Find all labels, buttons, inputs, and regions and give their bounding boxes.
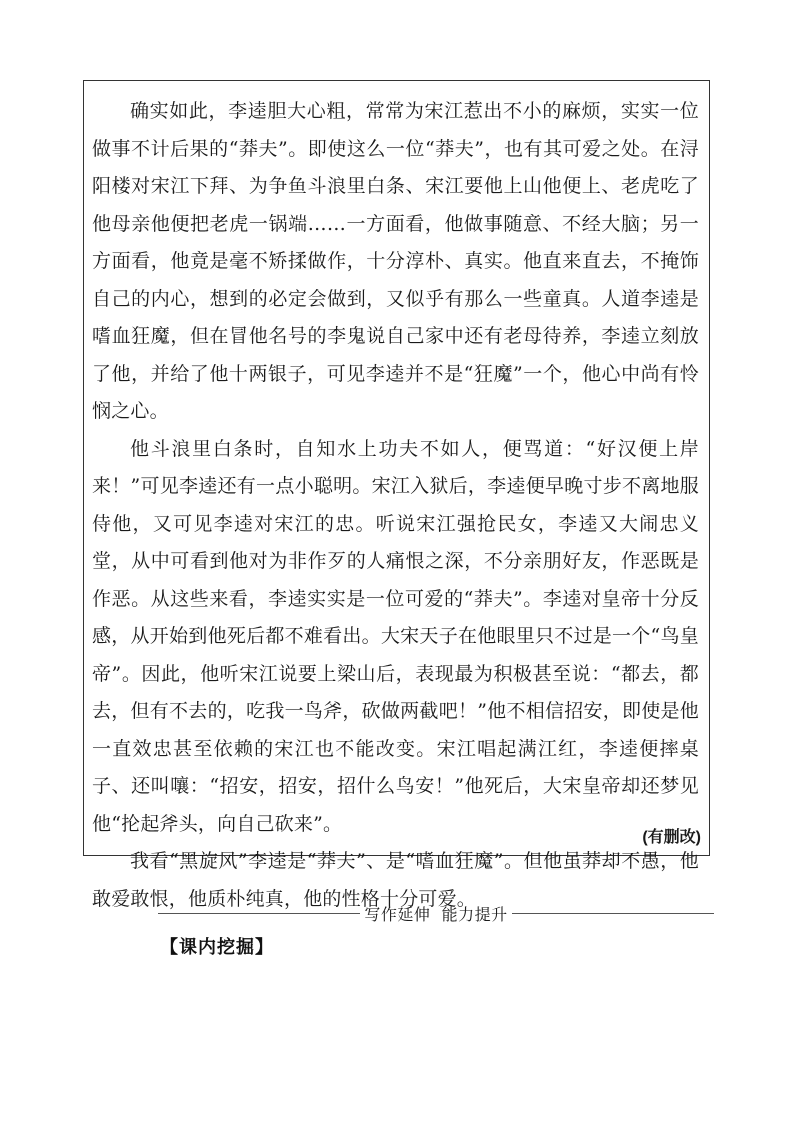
article-excerpt-box	[83, 80, 710, 910]
section-title: 写作延伸 能力提升	[364, 904, 508, 924]
divider-line-right	[512, 913, 714, 914]
divider-line-left	[158, 913, 360, 914]
section-subheading: 【课内挖掘】	[160, 937, 274, 958]
source-note: (有删改)	[642, 829, 701, 846]
section-divider	[158, 900, 714, 926]
article-paragraph-3: 我看“黑旋风”李逵是“莽夫”、是“嗜血狂魔”。但他虽莽却不愚，他敢爱敢恨，他质朴纯真，他的性格十分可爱。	[92, 850, 699, 910]
article-paragraph-1: 确实如此，李逵胆大心粗，常常为宋江惹出不小的麻烦，实实一位做事不计后果的“莽夫”。即使这么一位“莽夫”，也有其可爱之处。在浔阳楼对宋江下拜、为争鱼斗浪里白条、宋江要他上山他便上、老虎吃了他母亲他便把老虎一锅端……一方面看，他做事随意、不经大脑；另一方面看，他竟是毫不矫揉做作，十分淳朴、真实。他直来直去，不掩饰自己的内心，想到的必定会做到，又似乎有那么一些童真。人道李逵是嗜血狂魔，但在冒他名号的李鬼说自己家中还有老母待养，李逵立刻放了他，并给了他十两银子，可见李逵并不是“狂魔”一个，他心中尚有怜悯之心。	[92, 100, 699, 422]
article-paragraph-2: 他斗浪里白条时，自知水上功夫不如人，便骂道：“好汉便上岸来！”可见李逵还有一点小聪明。宋江入狱后，李逵便早晚寸步不离地服侍他，又可见李逵对宋江的忠。听说宋江强抢民女，李逵又大闹忠义堂，从中可看到他对为非作歹的人痛恨之深，不分亲朋好友，作恶既是作恶。从这些来看，李逵实实是一位可爱的“莽夫”。李逵对皇帝十分反感，从开始到他死后都不难看出。大宋天子在他眼里只不过是一个“鸟皇帝”。因此，他听宋江说要上梁山后，表现最为积极甚至说：“都去，都去，但有不去的，吃我一鸟斧，砍做两截吧！”他不相信招安，即使是他一直效忠甚至依赖的宋江也不能改变。宋江唱起满江红，李逵便摔桌子、还叫嚷：“招安，招安，招什么鸟安！”他死后，大宋皇帝却还梦见他“抡起斧头，向自己砍来”。	[92, 437, 699, 835]
